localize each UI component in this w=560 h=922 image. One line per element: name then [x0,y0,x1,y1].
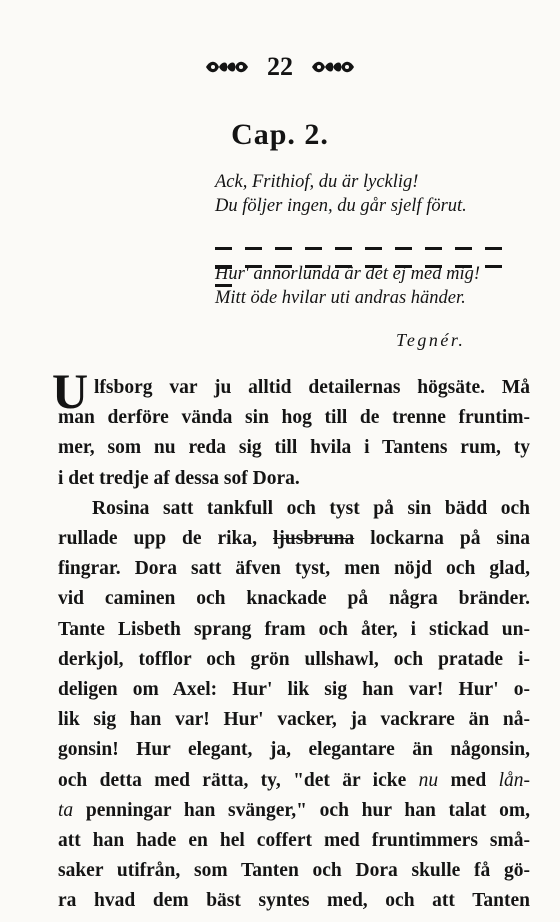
text-line: ra hvad dem bäst syntes med, och att Tanten [58,890,530,912]
italic-word: lån- [498,769,530,791]
epigraph-line: Du följer ingen, du går sjelf förut. [215,196,467,216]
dash-divider [215,235,533,239]
text-line: rullade upp de rika, ljusbruna lockarna på sina [58,528,531,550]
text-line: fingrar. Dora satt äfven tyst, men nöjd och glad, [58,558,530,580]
text-line: ta penningar han svänger," och hur han talat om, [58,799,531,821]
chapter-title: Cap. 2. [231,118,329,151]
epigraph-stanza-2 [215,262,545,310]
body-text [52,363,531,917]
epigraph-stanza-1 [215,170,545,218]
text-line: derkjol, tofflor och grön ullshawl, och pratade i- [58,648,530,670]
text-line: gonsin! Hur elegant, ja, elegantare än någonsin, [58,739,530,761]
ornament-left-icon [204,58,250,76]
dash-divider [215,253,533,257]
epigraph-line: Hur' annorlunda är det ej med mig! [215,264,480,284]
text-line: man derföre vända sin hog till de trenne fruntim- [58,407,530,429]
epigraph-line: Ack, Frithiof, du är lycklig! [215,172,419,192]
text-line: saker utifrån, som Tanten och Dora skulle få gö- [58,860,530,882]
text-line: vid caminen och knackade på några bränder. [58,588,530,610]
italic-word: ta [58,799,74,821]
text-line: mer, som nu reda sig till hvila i Tantens rum, ty [58,437,530,459]
text-line: att han hade en hel coffert med fruntimmers små- [58,830,530,852]
text-line: deligen om Axel: Hur' lik sig han var! Hur' o- [58,679,530,701]
text-line: Rosina satt tankfull och tyst på sin bädd och [92,497,530,519]
text-line: och detta med rätta, ty, "det är icke nu med lån- [58,769,530,791]
epigraph-author: Tegnér. [396,330,466,350]
text-line: Tante Lisbeth sprang fram och åter, i stickad un- [58,618,530,640]
page-header [0,52,560,82]
epigraph-line: Mitt öde hvilar uti andras händer. [215,288,466,308]
italic-word: nu [418,769,439,791]
drop-cap: U [52,363,89,419]
text-line: lik sig han var! Hur' vacker, ja vackrare än nå- [58,709,530,731]
text-line: U lfsborg var ju alltid detailernas högsäte. Må [52,363,530,419]
struck-word: ljusbruna [272,528,355,550]
page-number: 22 [267,52,293,81]
ornament-right-icon [310,58,356,76]
text-line: i det tredje af dessa sof Dora. [58,467,300,489]
